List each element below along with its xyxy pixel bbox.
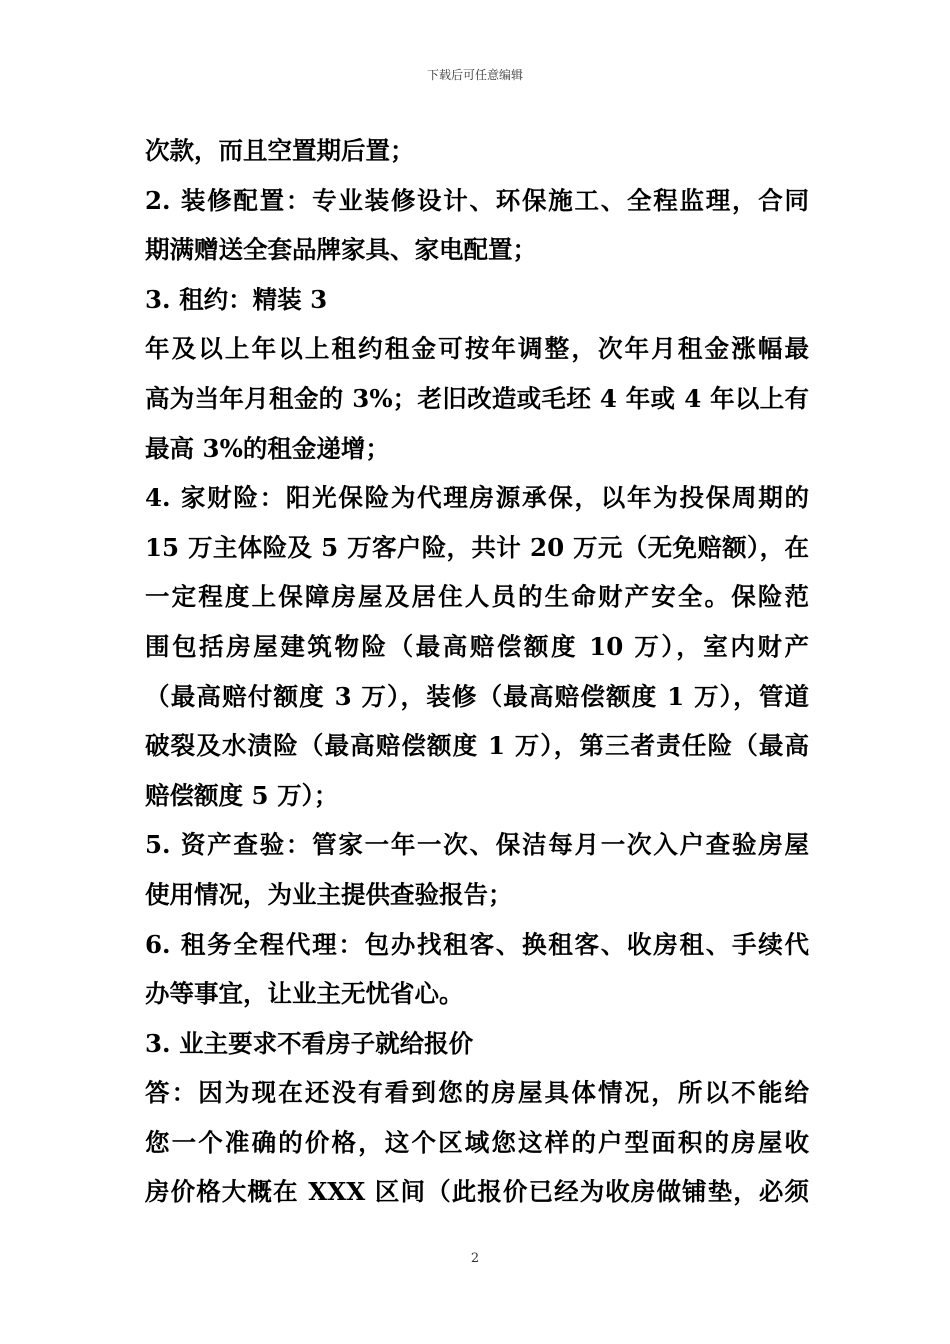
page-header: 下载后可任意编辑 (426, 68, 523, 82)
text-line: 2. 装修配置：专业装修设计、环保施工、全程监理，合同 (145, 185, 809, 215)
body-text (145, 126, 809, 1217)
text-line: 您一个准确的价格，这个区域您这样的户型面积的房屋收 (145, 1127, 809, 1157)
text-line: 赔偿额度 5 万）； (145, 780, 339, 810)
text-line: 6. 租务全程代理：包办找租客、换租客、收房租、手续代 (145, 929, 809, 959)
text-line: 房价格大概在 XXX 区间（此报价已经为收房做铺垫，必须 (145, 1177, 809, 1207)
text-line: 答：因为现在还没有看到您的房屋具体情况，所以不能给 (145, 1078, 809, 1108)
text-line: 围包括房屋建筑物险（最高赔偿额度 10 万），室内财产 (145, 631, 809, 661)
text-line: 破裂及水渍险（最高赔偿额度 1 万），第三者责任险（最高 (145, 731, 809, 761)
text-line: 15 万主体险及 5 万客户险，共计 20 万元（无免赔额），在 (145, 532, 809, 562)
text-line: 期满赠送全套品牌家具、家电配置； (145, 235, 537, 265)
text-line: 年及以上年以上租约租金可按年调整，次年月租金涨幅最 (145, 334, 809, 364)
text-line: 一定程度上保障房屋及居住人员的生命财产安全。保险范 (145, 582, 809, 612)
text-line: 高为当年月租金的 3%；老旧改造或毛坯 4 年或 4 年以上有 (145, 383, 809, 413)
text-line: 使用情况，为业主提供查验报告； (145, 879, 513, 909)
text-line: 4. 家财险：阳光保险为代理房源承保，以年为投保周期的 (145, 483, 809, 513)
text-line: 3. 业主要求不看房子就给报价 (145, 1028, 474, 1058)
text-line: 最高 3%的租金递增； (145, 433, 390, 463)
page-number: 2 (470, 1251, 480, 1266)
text-line: 次款，而且空置期后置； (145, 136, 415, 165)
text-line: 办等事宜，让业主无忧省心。 (145, 979, 464, 1009)
text-line: 3. 租约：精装 3 (145, 284, 328, 314)
text-line: 5. 资产查验：管家一年一次、保洁每月一次入户查验房屋 (145, 830, 809, 860)
text-line: （最高赔付额度 3 万），装修（最高赔偿额度 1 万），管道 (145, 681, 809, 711)
